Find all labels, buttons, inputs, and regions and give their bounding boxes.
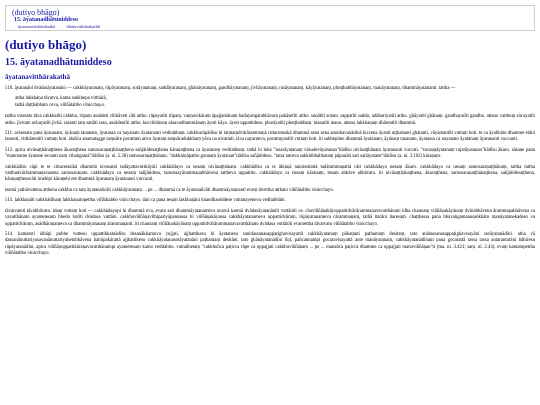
toc-sub-link-ayatana[interactable]: āyatanavitthārakathā: [18, 24, 56, 29]
paragraph-512-b: cakkhādīsu cāpi te te cittacetasikā dhammā nivasanti tadāyattavuttitāyāti cakkhādayo ca nesaṃ nivāsaṭṭhānaṃ. cakkhādīsu ca te ākiṇṇā tannissitattā tadārammaṇattā cāti cakkhādayo nesaṃ ākaro. cakkhādayo ca nesaṃ samosaraṇaṭṭhānaṃ, tattha tattha vatthudvārārammaṇavasena samosaraṇato. cakkhādayo ca nesaṃ sañjātideso, tannissayārammaṇabhāvena tattheva uppattito. cakkhādayo ca nesaṃ kāraṇaṃ, tesaṃ abhāve abhāvato. iti nivāsaṭṭhānaṭṭhena, ākaraṭṭhena, samosaraṇaṭṭhānaṭṭhena, sañjātidesaṭṭhena, kāraṇaṭṭhenacāti imehipi kāraṇehi ete dhammā āyatanaṃ āyatananti vuccanti.: [5, 164, 535, 183]
paragraph-510: 510. āyatanāni dvādasāyatanāni — cakkhāyatanaṃ, rūpāyatanaṃ, sotāyatanaṃ, saddāyatanaṃ, ghānāyatanaṃ, gandhāyatanaṃ, jivhāyatanaṃ, rasāyatanaṃ, kāyāyatanaṃ, phoṭṭhabbāyatanaṃ, manāyatanaṃ, dhammāyatananti. tattha —: [5, 86, 456, 91]
toc-chapter-link[interactable]: 15. āyatanadhātuniddeso: [14, 17, 79, 23]
verse-line: attha lakkhaṇa tāvatva, kama saṅkhepa vitthārā,: [15, 96, 107, 102]
paragraph-512: 512. apica nivāsaṭṭhānaṭṭhena ākaraṭṭhena samosaraṇaṭṭhānaṭṭhena sañjātidesaṭṭhena kāraṇaṭṭhena ca āyatanaṃ veditabbaṃ. tathā hi loke "issarāyatanaṃ vāsudevāyatanan"tiādīsu nivāsaṭṭhānaṃ āyatananti vuccati. "suvaṇṇāyatanaṃ rajatāyatanan"tiādīsu ākaro. sāsane pana "manorame āyatane sevanti naṃ vihaṅgamā"tiādīsu (a. ni. 5.38) samosaraṇaṭṭhānaṃ. "dakkhiṇāpatho gunnaṃ āyatanan"tiādīsu sañjātideso. "tatra tatreva sakkhibhabbataṃ pāpuṇāti sati satiāyatane"tiādīsu (a. ni. 3.102) kāraṇaṃ.: [5, 147, 535, 160]
toc-book-link[interactable]: (dutiyo bhāgo): [12, 8, 60, 17]
verse-block: [15, 96, 535, 109]
main-content: [5, 37, 535, 262]
verse-line: tathā daṭṭhabbato ceva, viññātabbo vinicchayo.: [15, 102, 106, 108]
toc-sub-link-dhatu[interactable]: dhātuvitthārakathā: [66, 24, 100, 29]
paragraph-511: 511. avisesato pana āyatanato, āyānaṃ tananato, āyatassa ca nayanato āyatananti veditabbaṃ. cakkhurūpādīsu hi taṃtaṃdvārārammaṇā cittacetasikā dhammā sena sena anubhavanādinā kiccena āyanti uṭṭhahanti ghaṭanti, vāyamantīti vuttaṃ hoti. te ca āyabhūte dhamme etāni tanonti, vitthārentīti vuttaṃ hoti. idañca anamataggе saṃsāre pavattam ativa āyataṃ saṃsāradukkhaṃ yāva na nivattati, tāva nayanteva, pavattayantīti vuttaṃ hoti. iti sabbepime dhammā āyatanato, āyānaṃ tananato, āyatassa ca nayanato āyatanaṃ āyatananti vuccanti.: [5, 131, 535, 143]
paragraph-513-b: tāvatvatoti tāvabhāvato. idaṃ vuttaṃ hoti — cakkhādayopi hi dhammā eva, evaṃ sati dhammāyatanameva avatvā kasmā dvādasāyatanānīti vuttānīti ce. chaviññāṇakāyuppattidvārārammaṇavavatthānato idha channaṃ viññāṇakāyānaṃ dvārabhāvena ārammaṇabhāvena ca vavatthānato ayametesaṃ bhedo hotīti dvādasa vuttāni. cakkhuviññāṇavīthipariyāpannassa hi viññāṇakāyassa cakkhāyatanameva uppattidvāraṃ, rūpāyatanameva cārammaṇaṃ, tathā itarāni itaresaṃ. chaṭṭhassa pana bhavaṅgamanasaṅkhāto manāyatanekadeso va uppattidvāraṃ, asādhāraṇaṃeva ca dhammāyatanaṃ ārammaṇanti. iti channaṃ viññāṇakāyānaṃ uppattidvārārammaṇavavatthānato dvādasa vuttānīti evamettha tāvatvato viññātabbo vinicchayo.: [5, 208, 535, 227]
paragraph-513: 513. lakkhaṇāti cakkhādīnaṃ lakkhaṇatopettha viññātabbo vinicchayo. tāni ca pana tesaṃ lakkhaṇāni khandhaniddese vuttanayeneva veditabbāni.: [5, 198, 286, 204]
paragraph-510-commentary: tattha visesato tāva cakkhatīti cakkhu, rūpaṃ assādeti vibhāveti cāti attho. rūpayatīti rūpaṃ, vaṇṇavikāraṃ āpajjamānaṃ hadayaṅgatabhāvaṃ pakāsetīti attho. suṇātīti sotaṃ. sappatīti saddo, udāhariyatīti attho. ghāyatīti ghānaṃ. gandhayatīti gandho. attano vatthuṃ sūcayatīti attho. jīvitam avhayatīti jivhā. rasanti taṃ sattāti raso, assādentīti attho. kucchitānaṃ sāsavadhammānaṃ āyoti kāyo. āyoti uppattideso. phusīyatīti phoṭṭhabbaṃ. manatīti mano. attano lakkhaṇaṃ dhārentīti dhammā.: [5, 114, 535, 126]
toc-subsections: [12, 24, 528, 30]
paragraph-514: 514. kamatoti idhāpi pubbe vuttesu uppattikkamādīsu desanākkamova yujjati. ajjhattikesu hi āyatanesu sanidassanasappaṭighavisayattā cakkhāyatanaṃ pākaṭanti paṭhamaṃ desitaṃ, tato anidassanasappaṭighavisayāni sotāyatanādīni. atha vā dassanānuttariyasavanānuttariyahetubhāvena bahūpakārattā ajjhattikesu cakkhāyatanasotāyatanāni paṭhamaṃ desitāni, tato ghānāyatanādīni tīṇi, pañcannampi gocaravisayattā ante manāyatanaṃ, cakkhāyatanādīnaṃ pana gocarattā tassa tassa antarantarāni bāhiresu rūpāyatanādīni. apica viññāṇuppattikāraṇavavatthānatopi ayametesaṃ kamo veditabbo. vuttañhetaṃ "cakkhuñca paṭicca rūpe ca uppajjati cakkhuviññāṇaṃ ... pe ... manañca paṭicca dhamme ca uppajjati manoviññāṇan"ti (ma. ni. 3.421; saṃ. ni. 2.43). evaṃ kamatopettha viññātabbo vinicchayo.: [5, 231, 535, 257]
section-title: āyatanavitthārakathā: [5, 73, 70, 81]
table-of-contents: [5, 5, 535, 31]
chapter-title: 15. āyatanadhātuniddeso: [5, 57, 112, 68]
book-title: (dutiyo bhāgo): [5, 37, 87, 52]
paragraph-512-c: tasmā yathāvuttena atthena cakkhu ca taṃ āyatanañcāti cakkhāyatanaṃ ... pe ... dhammā ca te āyatanañcāti dhammāyatananti evaṃ tāvettha atthato viññātabbo vinicchayo.: [5, 187, 334, 193]
